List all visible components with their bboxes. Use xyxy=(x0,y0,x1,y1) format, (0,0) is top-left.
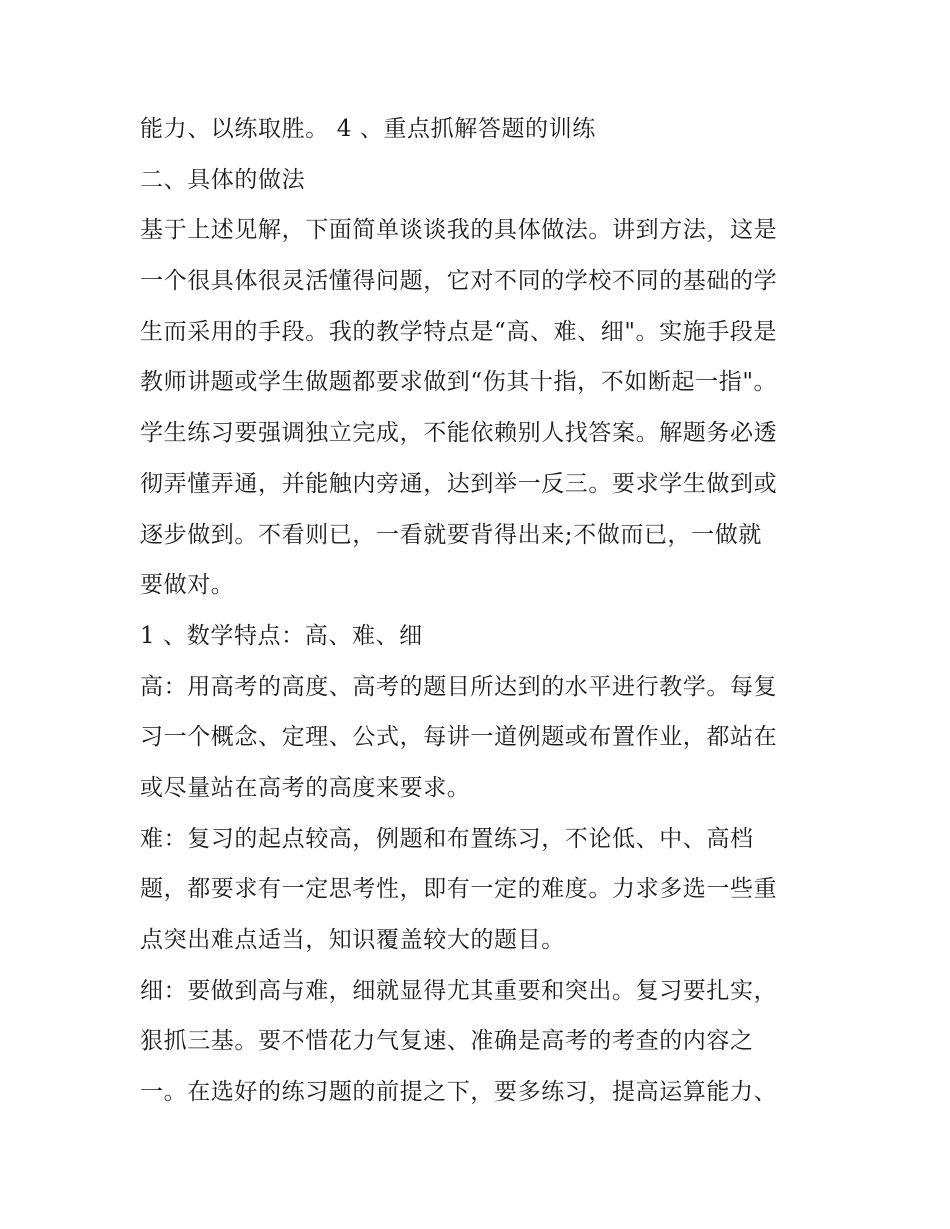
text-line: 题，都要求有一定思考性，即有一定的难度。力求多选一些重 xyxy=(140,876,778,903)
text-line: 彻弄懂弄通，并能触内旁通，达到举一反三。要求学生做到或 xyxy=(140,470,778,497)
text-line: 一。在选好的练习题的前提之下，要多练习，提高运算能力、 xyxy=(140,1079,778,1106)
text-line: 难：复习的起点较高，例题和布置练习，不论低、中、高档 xyxy=(140,825,754,852)
text-line: 能力、以练取胜。 4 、重点抓解答题的训练 xyxy=(140,116,596,142)
text-line: 教师讲题或学生做题都要求做到“伤其十指，不如断起一指"。 xyxy=(140,369,778,396)
text-line: 逐步做到。不看则已，一看就要背得出来;不做而已，一做就 xyxy=(140,521,762,548)
text-line: 狠抓三基。要不惜花力气复速、准确是高考的考查的内容之 xyxy=(140,1028,754,1055)
document-body xyxy=(140,104,820,1118)
subsection-heading: 1 、数学特点：高、难、细 xyxy=(140,622,423,649)
text-line: 习一个概念、定理、公式，每讲一道例题或布置作业，都站在 xyxy=(140,724,778,751)
text-line: 或尽量站在高考的高度来要求。 xyxy=(140,774,471,801)
text-line: 高：用高考的高度、高考的题目所达到的水平进行教学。每复 xyxy=(140,673,778,700)
text-line: 一个很具体很灵活懂得问题，它对不同的学校不同的基础的学 xyxy=(140,268,778,295)
section-heading: 二、具体的做法 xyxy=(140,166,306,193)
text-line: 细：要做到高与难，细就显得尤其重要和突出。复习要扎实， xyxy=(140,977,778,1004)
text-line: 点突出难点适当，知识覆盖较大的题目。 xyxy=(140,927,565,953)
text-line: 生而采用的手段。我的教学特点是“高、难、细"。实施手段是 xyxy=(140,318,778,345)
text-line: 要做对。 xyxy=(140,572,235,599)
text-line: 基于上述见解，下面简单谈谈我的具体做法。讲到方法，这是 xyxy=(140,217,778,244)
text-line: 学生练习要强调独立完成，不能依赖别人找答案。解题务必透 xyxy=(140,420,778,447)
